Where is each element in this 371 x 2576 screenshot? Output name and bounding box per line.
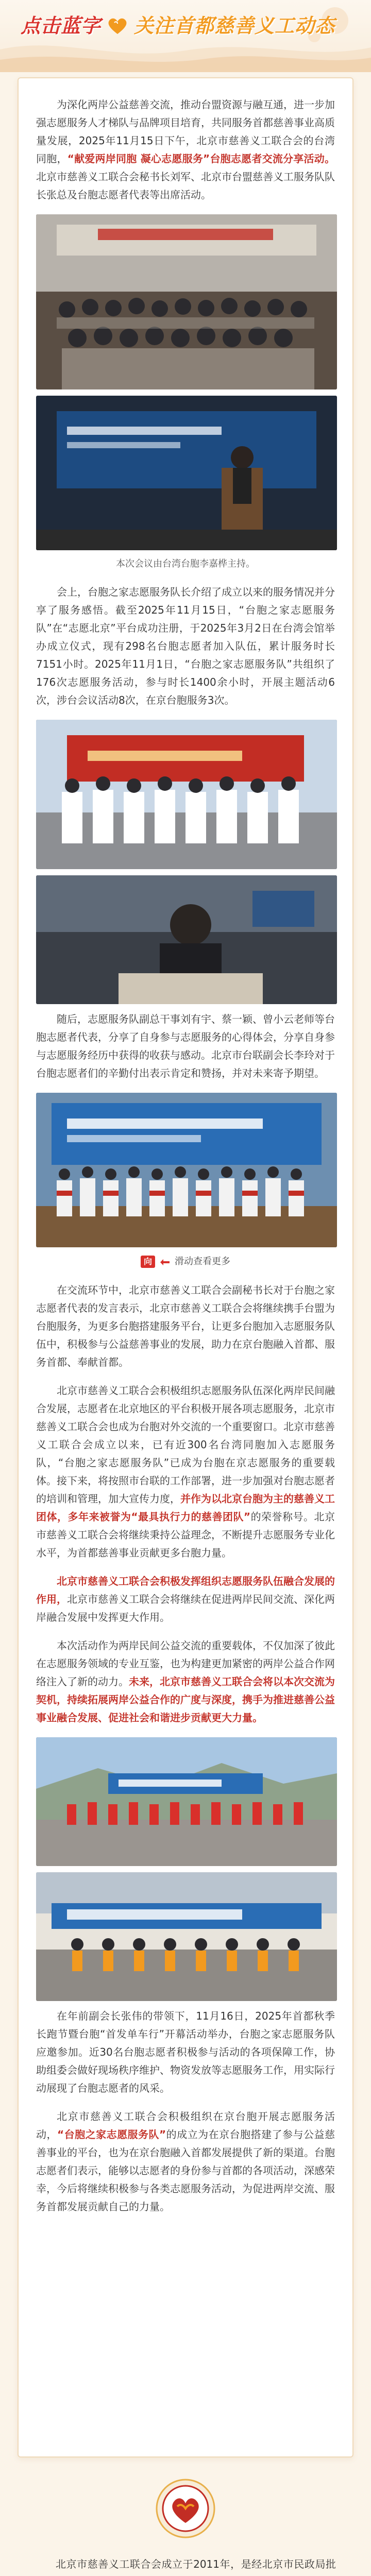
about-paragraph-1: 北京市慈善义工联合会成立于2011年，是经北京市民政局批 (56, 2558, 336, 2570)
volunteers-photo-illustration (36, 720, 337, 869)
integration-text: 北京市慈善义工联合会将继续在促进两岸民间交流、深化两岸融合发展中发挥更大作用。 (36, 1592, 335, 1623)
swipe-hand-icon (158, 1256, 172, 1267)
header-title[interactable] (21, 9, 335, 42)
intro-highlight: “献爱两岸同胞 凝心志愿服务”台胞志愿者交流分享活动。 (67, 152, 335, 165)
stage-group-photo[interactable] (36, 1093, 337, 1247)
group-photo-illustration (36, 214, 337, 389)
intro-text: 为深化两岸公益慈善交流，推动台盟资源与融互通，进一步加强志愿服务人才梯队与品牌项目培育，共同服务首都慈善事业高质量发展，2025年11月15日下午，北京市慈善义工联合会的台湾同胞， (36, 98, 335, 165)
outlook-paragraph (36, 1637, 335, 1727)
speaker-photo-illustration (36, 875, 337, 1004)
running-paragraph: 在年前副会长张伟的带领下，11月16日，2025年首都秋季长跑节暨台胞“首发单车行”开幕活动举办，台胞之家志愿服务队应邀参加。近30名台胞志愿者积极参与活动的各项保障工作，协助组委会做好现场秩序维护、物资发放等志愿服务工作，用实际行动展现了台胞志愿者的风采。 (36, 2009, 335, 2094)
about-section (18, 2555, 353, 2576)
speaker-photo (36, 875, 337, 1004)
intro-tail: 北京市慈善义工联合会秘书长刘军、北京市台盟慈善义工服务队队长张总及台胞志愿者代表等出席活动。 (36, 171, 335, 201)
closing-text: 北京市慈善义工联合会积极组织在京台胞开展志愿服务活动， (36, 2110, 335, 2141)
swipe-hint[interactable] (36, 1253, 335, 1270)
volunteers-photo (36, 720, 337, 869)
intro-paragraph (36, 96, 335, 204)
outlook-highlight: 未来，北京市慈善义工联合会将以本次交流为契机，持续拓展两岸公益合作的广度与深度，携手为推进慈善公益事业融合发展、促进社会和谐进步贡献更大力量。 (36, 1675, 335, 1724)
federation-emblem-icon (155, 2478, 216, 2539)
federation-tail: 的荣誉称号。北京市慈善义工联合会将继续秉持公益理念，不断提升志愿服务专业化水平，为首都慈善事业贡献更多台胞力量。 (36, 1510, 335, 1559)
header-title-part2: 关注首都慈善义工动态 (134, 14, 335, 37)
integration-paragraph (36, 1572, 335, 1626)
outdoor-event-photo-illustration (36, 1737, 337, 1866)
running-event-photo-illustration (36, 1872, 337, 2001)
outlook-text: 本次活动作为两岸民间公益交流的重要载体，不仅加深了彼此在志愿服务领域的专业互鉴，也为构建更加紧密的两岸公益合作网络注入了新的动力。 (36, 1639, 335, 1688)
closing-tail: 的成立为在京台胞搭建了参与公益慈善事业的平台，也为在京台胞融入首都发展提供了新的渠道。台胞志愿者们表示，能够以志愿者的身份参与首都的各项活动，深感荣幸，今后将继续积极参与各类志愿服务活动，为促进两岸交流、服务首都发展贡献自己的力量。 (36, 2128, 335, 2213)
heart-hands-icon (107, 16, 128, 35)
outdoor-event-photo (36, 1737, 337, 1866)
host-photo (36, 396, 337, 550)
header-title-part1: 点击蓝字 (21, 14, 102, 37)
exchange-paragraph: 在交流环节中，北京市慈善义工联合会副秘书长对于台胞之家志愿者代表的发言表示，北京市慈善义工联合会将继续携手台盟为台胞服务，为更多台胞搭建服务平台，让更多台胞加入志愿服务队伍中，积极参与公益慈善事业的发展，助力在京台胞融入首都、服务首都、奉献首都。 (36, 1283, 335, 1368)
running-event-photo (36, 1872, 337, 2001)
host-photo-caption: 本次会议由台湾台胞李嘉桦主持。 (116, 558, 255, 569)
host-photo-illustration (36, 396, 337, 550)
swipe-badge: 向 (141, 1256, 155, 1268)
closing-paragraph (36, 2108, 335, 2216)
group-photo (36, 214, 337, 389)
header-banner (0, 0, 371, 72)
emblem-section (0, 2470, 371, 2547)
federation-highlight: 并作为以北京台胞为主的慈善义工团体，多年来被誉为“最具执行力的慈善团队” (36, 1492, 335, 1523)
service-summary-paragraph: 会上，台胞之家志愿服务队长介绍了成立以来的服务情况并分享了服务感悟。截至2025年11月15日，“台胞之家志愿服务队”在“志愿北京”平台成功注册，于2025年3月2日在台湾会馆举办成立仪式，现有298名台胞志愿者加入队伍，累计服务时长7151小时。2025年11月1日，“台胞之家志愿服务队”共组织了176次志愿服务活动，参与时长1400余小时，开展主题活动6次，涉台会议活动8次，在京台胞服务3次。 (36, 586, 335, 706)
stage-group-photo-illustration (36, 1093, 337, 1247)
closing-highlight: “台胞之家志愿服务队” (57, 2128, 166, 2141)
swipe-text: 滑动查看更多 (175, 1256, 230, 1267)
federation-paragraph (36, 1382, 335, 1562)
sharing-paragraph: 随后，志愿服务队副总干事刘有宇、蔡一颖、曾小云老师等台胞志愿者代表，分享了自身参与志愿服务的心得体会，分享自身参与志愿服务经历中获得的收获与感动。北京市台联副会长李玲对于台胞志愿者们的辛勤付出表示肯定和赞扬，并对未来寄予期望。 (36, 1013, 335, 1079)
article-card (18, 77, 353, 2458)
integration-highlight: 北京市慈善义工联合会积极发挥组织志愿服务队伍融合发展的作用， (36, 1574, 335, 1605)
federation-text: 北京市慈善义工联合会积极组织志愿服务队伍深化两岸民间融合发展，志愿者在北京地区的平台积极开展各项志愿服务，北京市慈善义工联合会也成为台胞对外交流的一个重要窗口。北京市慈善义工联合会成立以来，已有近300名台湾同胞加入志愿服务队，“台胞之家志愿服务队”已成为台胞在京志愿服务的重要载体。接下来，将按照市台联的工作部署，进一步加强对台胞志愿者的培训和管理，加大宣传力度， (36, 1384, 335, 1505)
